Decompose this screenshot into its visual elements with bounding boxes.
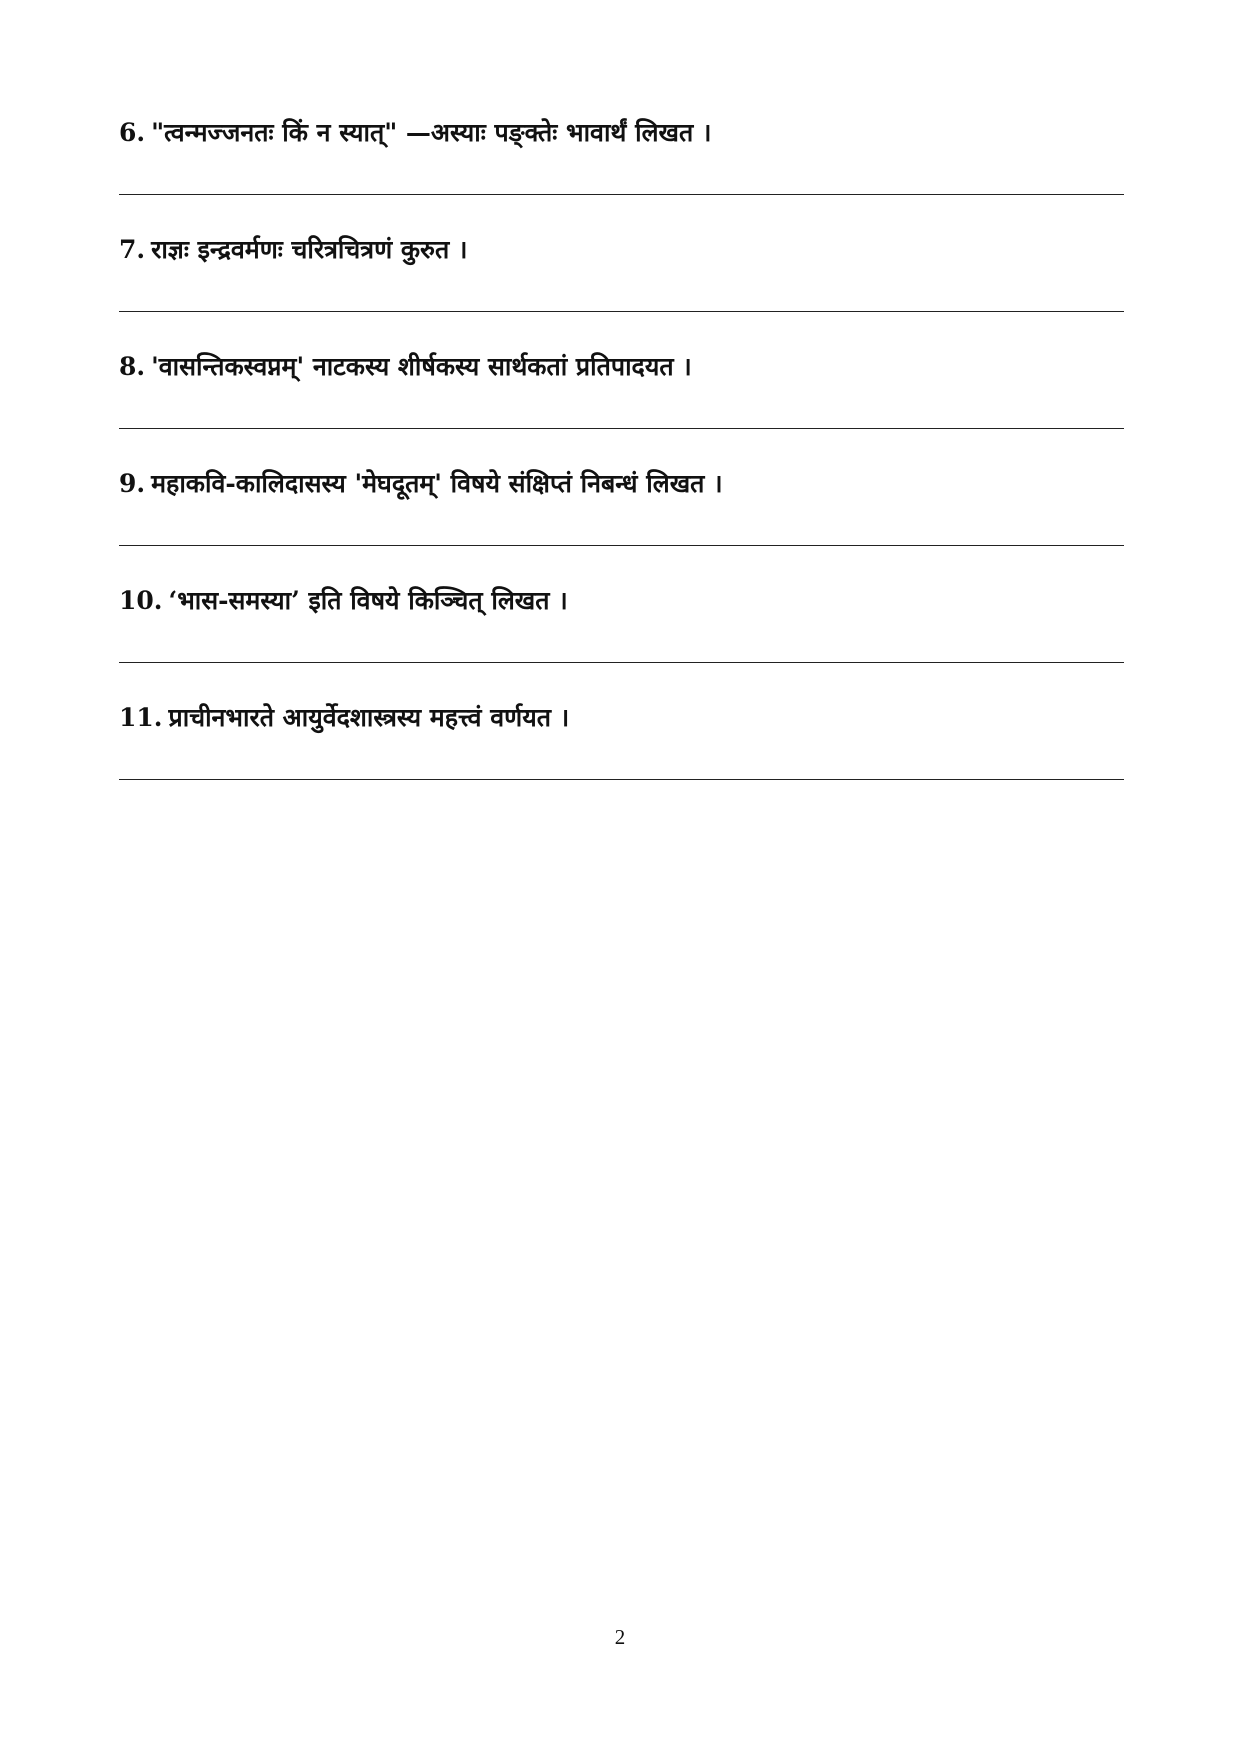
question-7 (119, 225, 1124, 343)
question-10 (119, 576, 1124, 694)
answer-line (119, 428, 1124, 429)
question-text (119, 459, 723, 509)
answer-line (119, 545, 1124, 546)
question-text (119, 342, 692, 392)
question-number: 8. (119, 352, 146, 381)
question-8 (119, 342, 1124, 460)
question-9 (119, 459, 1124, 577)
question-body: ‘भास-समस्या’ इति विषये किञ्चित् लिखत । (168, 586, 568, 615)
answer-line (119, 779, 1124, 780)
question-text (119, 108, 711, 158)
page-number: 2 (614, 1625, 626, 1649)
question-text (119, 576, 568, 626)
question-text (119, 225, 467, 275)
answer-line (119, 311, 1124, 312)
question-body: प्राचीनभारते आयुर्वेदशास्त्रस्य महत्त्वं वर्णयत । (168, 703, 570, 732)
question-body: राज्ञः इन्द्रवर्मणः चरित्रचित्रणं कुरुत । (151, 235, 468, 264)
question-6 (119, 108, 1124, 226)
question-text (119, 693, 569, 743)
question-body: "त्वन्मज्जनतः किं न स्यात्" —अस्याः पङ्क्तेः भावार्थं लिखत । (151, 118, 712, 147)
answer-line (119, 194, 1124, 195)
question-11 (119, 693, 1124, 811)
question-number: 6. (119, 118, 146, 147)
answer-line (119, 662, 1124, 663)
question-number: 9. (119, 469, 146, 498)
question-body: 'वासन्तिकस्वप्नम्' नाटकस्य शीर्षकस्य सार्थकतां प्रतिपादयत । (151, 352, 692, 381)
question-number: 11. (119, 703, 163, 732)
question-body: महाकवि-कालिदासस्य 'मेघदूतम्' विषये संक्षिप्तं निबन्धं लिखत । (151, 469, 723, 498)
question-number: 7. (119, 235, 146, 264)
question-number: 10. (119, 586, 163, 615)
